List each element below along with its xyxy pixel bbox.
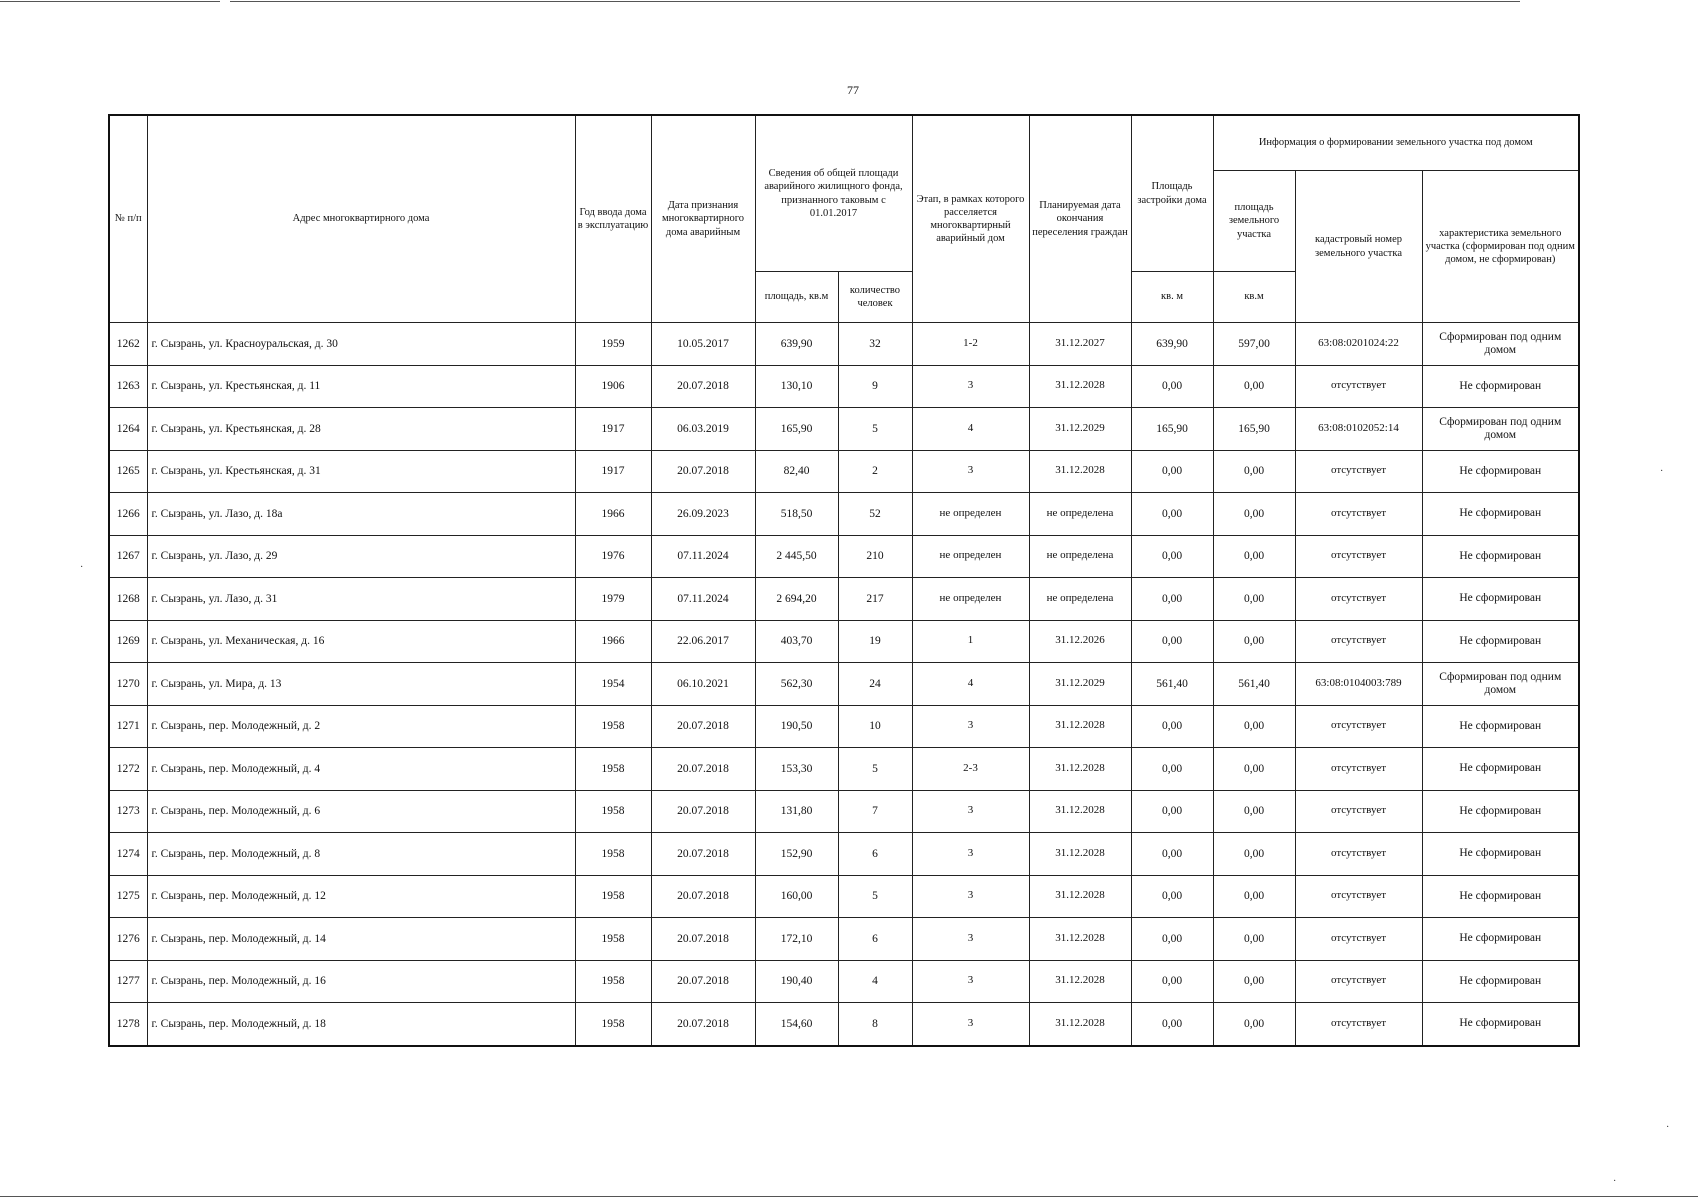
table-row — [109, 875, 1579, 918]
cell-date-recognized: 20.07.2018 — [651, 705, 755, 748]
cell-address: г. Сызрань, ул. Крестьянская, д. 11 — [147, 365, 575, 408]
cell-land-type: Не сформирован — [1422, 875, 1579, 918]
cell-land-area: 0,00 — [1213, 960, 1295, 1003]
table-row — [109, 1003, 1579, 1046]
cell-date-recognized: 20.07.2018 — [651, 960, 755, 1003]
cell-area: 190,40 — [755, 960, 838, 1003]
cell-year: 1958 — [575, 875, 651, 918]
cell-area: 82,40 — [755, 450, 838, 493]
table-row — [109, 960, 1579, 1003]
cell-address: г. Сызрань, пер. Молодежный, д. 18 — [147, 1003, 575, 1046]
cell-land-area: 0,00 — [1213, 875, 1295, 918]
cell-num: 1278 — [109, 1003, 147, 1046]
cell-num: 1267 — [109, 535, 147, 578]
cell-area: 131,80 — [755, 790, 838, 833]
cell-stage: 3 — [912, 960, 1029, 1003]
header-stage: Этап, в рамках которого расселяется многоквартирный аварийный дом — [912, 115, 1029, 323]
cell-land-type: Не сформирован — [1422, 620, 1579, 663]
scan-speck: · — [1660, 466, 1664, 477]
cell-stage: 3 — [912, 705, 1029, 748]
cell-cadastral: отсутствует — [1295, 1003, 1422, 1046]
cell-land-area: 0,00 — [1213, 450, 1295, 493]
cell-address: г. Сызрань, пер. Молодежный, д. 14 — [147, 918, 575, 961]
table-row — [109, 833, 1579, 876]
cell-cadastral: отсутствует — [1295, 365, 1422, 408]
cell-people: 210 — [838, 535, 912, 578]
cell-land-type: Не сформирован — [1422, 918, 1579, 961]
cell-land-type: Не сформирован — [1422, 578, 1579, 621]
cell-num: 1275 — [109, 875, 147, 918]
cell-area: 518,50 — [755, 493, 838, 536]
cell-people: 5 — [838, 408, 912, 451]
cell-land-area: 0,00 — [1213, 748, 1295, 791]
cell-year: 1958 — [575, 833, 651, 876]
cell-built-area: 0,00 — [1131, 578, 1213, 621]
cell-people: 7 — [838, 790, 912, 833]
cell-people: 5 — [838, 748, 912, 791]
cell-num: 1269 — [109, 620, 147, 663]
cell-num: 1271 — [109, 705, 147, 748]
cell-num: 1268 — [109, 578, 147, 621]
cell-area: 153,30 — [755, 748, 838, 791]
cell-people: 8 — [838, 1003, 912, 1046]
cell-area: 2 694,20 — [755, 578, 838, 621]
cell-year: 1966 — [575, 493, 651, 536]
cell-num: 1273 — [109, 790, 147, 833]
cell-people: 19 — [838, 620, 912, 663]
cell-land-area: 561,40 — [1213, 663, 1295, 706]
cell-built-area: 0,00 — [1131, 960, 1213, 1003]
cell-area: 172,10 — [755, 918, 838, 961]
cell-land-area: 0,00 — [1213, 535, 1295, 578]
cell-stage: 3 — [912, 875, 1029, 918]
cell-stage: 1 — [912, 620, 1029, 663]
cell-land-area: 165,90 — [1213, 408, 1295, 451]
header-people-sub: количество человек — [838, 272, 912, 323]
cell-built-area: 0,00 — [1131, 875, 1213, 918]
cell-built-area: 165,90 — [1131, 408, 1213, 451]
cell-area: 562,30 — [755, 663, 838, 706]
cell-stage: 3 — [912, 833, 1029, 876]
table-row — [109, 918, 1579, 961]
scan-speck: · — [1666, 1122, 1670, 1133]
cell-built-area: 0,00 — [1131, 493, 1213, 536]
cell-year: 1958 — [575, 705, 651, 748]
cell-stage: 4 — [912, 663, 1029, 706]
header-address: Адрес многоквартирного дома — [147, 115, 575, 323]
cell-cadastral: отсутствует — [1295, 833, 1422, 876]
cell-year: 1958 — [575, 790, 651, 833]
cell-date-recognized: 06.10.2021 — [651, 663, 755, 706]
cell-land-type: Не сформирован — [1422, 535, 1579, 578]
cell-planned-date: 31.12.2028 — [1029, 833, 1131, 876]
cell-year: 1917 — [575, 408, 651, 451]
cell-date-recognized: 20.07.2018 — [651, 748, 755, 791]
cell-address: г. Сызрань, ул. Крестьянская, д. 28 — [147, 408, 575, 451]
cell-cadastral: отсутствует — [1295, 450, 1422, 493]
cell-land-type: Не сформирован — [1422, 960, 1579, 1003]
cell-land-area: 0,00 — [1213, 918, 1295, 961]
cell-year: 1958 — [575, 748, 651, 791]
cell-date-recognized: 20.07.2018 — [651, 790, 755, 833]
cell-date-recognized: 26.09.2023 — [651, 493, 755, 536]
cell-date-recognized: 20.07.2018 — [651, 450, 755, 493]
cell-address: г. Сызрань, ул. Красноуральская, д. 30 — [147, 323, 575, 366]
header-land-area-unit: кв.м — [1213, 272, 1295, 323]
cell-stage: 3 — [912, 790, 1029, 833]
cell-people: 2 — [838, 450, 912, 493]
cell-stage: не определен — [912, 493, 1029, 536]
cell-people: 6 — [838, 918, 912, 961]
cell-stage: 2-3 — [912, 748, 1029, 791]
cell-stage: не определен — [912, 535, 1029, 578]
cell-built-area: 0,00 — [1131, 365, 1213, 408]
cell-people: 4 — [838, 960, 912, 1003]
cell-built-area: 0,00 — [1131, 748, 1213, 791]
table-row — [109, 450, 1579, 493]
cell-people: 9 — [838, 365, 912, 408]
cell-land-area: 0,00 — [1213, 493, 1295, 536]
cell-cadastral: отсутствует — [1295, 918, 1422, 961]
scan-speck: · — [1613, 1176, 1617, 1187]
cell-built-area: 0,00 — [1131, 1003, 1213, 1046]
cell-num: 1270 — [109, 663, 147, 706]
cell-address: г. Сызрань, ул. Лазо, д. 18а — [147, 493, 575, 536]
cell-land-type: Не сформирован — [1422, 790, 1579, 833]
cell-num: 1264 — [109, 408, 147, 451]
header-cadastral: кадастровый номер земельного участка — [1295, 171, 1422, 323]
cell-address: г. Сызрань, пер. Молодежный, д. 12 — [147, 875, 575, 918]
scan-speck: · — [80, 562, 84, 573]
cell-address: г. Сызрань, пер. Молодежный, д. 8 — [147, 833, 575, 876]
cell-year: 1966 — [575, 620, 651, 663]
cell-land-type: Не сформирован — [1422, 748, 1579, 791]
header-year: Год ввода дома в эксплуатацию — [575, 115, 651, 323]
cell-land-type: Не сформирован — [1422, 833, 1579, 876]
cell-address: г. Сызрань, пер. Молодежный, д. 6 — [147, 790, 575, 833]
cell-address: г. Сызрань, ул. Механическая, д. 16 — [147, 620, 575, 663]
cell-planned-date: 31.12.2026 — [1029, 620, 1131, 663]
table-row — [109, 705, 1579, 748]
header-area-group: Сведения об общей площади аварийного жилищного фонда, признанного таковым с 01.01.2017 — [755, 115, 912, 272]
cell-area: 154,60 — [755, 1003, 838, 1046]
cell-year: 1958 — [575, 960, 651, 1003]
table-row — [109, 493, 1579, 536]
cell-land-type: Не сформирован — [1422, 705, 1579, 748]
cell-built-area: 0,00 — [1131, 450, 1213, 493]
scan-edge-bottom — [0, 1196, 1698, 1197]
cell-land-type: Не сформирован — [1422, 365, 1579, 408]
cell-people: 52 — [838, 493, 912, 536]
cell-cadastral: отсутствует — [1295, 535, 1422, 578]
scan-edge-top-left — [0, 1, 220, 2]
header-area-sub: площадь, кв.м — [755, 272, 838, 323]
cell-num: 1276 — [109, 918, 147, 961]
cell-planned-date: не определена — [1029, 493, 1131, 536]
emergency-housing-register-table — [108, 114, 1580, 1047]
cell-cadastral: отсутствует — [1295, 493, 1422, 536]
cell-num: 1263 — [109, 365, 147, 408]
cell-people: 32 — [838, 323, 912, 366]
cell-land-area: 0,00 — [1213, 365, 1295, 408]
table-row — [109, 535, 1579, 578]
cell-address: г. Сызрань, пер. Молодежный, д. 2 — [147, 705, 575, 748]
page-number: 77 — [847, 83, 859, 97]
cell-cadastral: 63:08:0104003:789 — [1295, 663, 1422, 706]
cell-date-recognized: 20.07.2018 — [651, 833, 755, 876]
cell-area: 2 445,50 — [755, 535, 838, 578]
cell-date-recognized: 20.07.2018 — [651, 1003, 755, 1046]
cell-date-recognized: 20.07.2018 — [651, 365, 755, 408]
cell-land-area: 0,00 — [1213, 1003, 1295, 1046]
cell-date-recognized: 20.07.2018 — [651, 875, 755, 918]
header-land-area: площадь земельного участка — [1213, 171, 1295, 272]
cell-stage: 4 — [912, 408, 1029, 451]
cell-address: г. Сызрань, ул. Крестьянская, д. 31 — [147, 450, 575, 493]
cell-land-type: Не сформирован — [1422, 450, 1579, 493]
header-land-type: характеристика земельного участка (сформирован под одним домом, не сформирован) — [1422, 171, 1579, 323]
cell-land-area: 0,00 — [1213, 833, 1295, 876]
cell-year: 1954 — [575, 663, 651, 706]
cell-cadastral: 63:08:0201024:22 — [1295, 323, 1422, 366]
header-built-area: Площадь застройки дома — [1131, 115, 1213, 272]
cell-planned-date: 31.12.2028 — [1029, 960, 1131, 1003]
cell-year: 1976 — [575, 535, 651, 578]
cell-date-recognized: 06.03.2019 — [651, 408, 755, 451]
cell-planned-date: не определена — [1029, 535, 1131, 578]
cell-address: г. Сызрань, ул. Мира, д. 13 — [147, 663, 575, 706]
cell-num: 1277 — [109, 960, 147, 1003]
cell-land-area: 597,00 — [1213, 323, 1295, 366]
register-body — [109, 323, 1579, 1046]
cell-built-area: 561,40 — [1131, 663, 1213, 706]
cell-planned-date: 31.12.2027 — [1029, 323, 1131, 366]
cell-planned-date: 31.12.2029 — [1029, 663, 1131, 706]
cell-land-area: 0,00 — [1213, 790, 1295, 833]
cell-planned-date: 31.12.2028 — [1029, 875, 1131, 918]
cell-built-area: 0,00 — [1131, 790, 1213, 833]
table-row — [109, 790, 1579, 833]
cell-year: 1959 — [575, 323, 651, 366]
cell-land-type: Не сформирован — [1422, 493, 1579, 536]
cell-cadastral: отсутствует — [1295, 620, 1422, 663]
cell-address: г. Сызрань, ул. Лазо, д. 29 — [147, 535, 575, 578]
table-row — [109, 408, 1579, 451]
cell-area: 639,90 — [755, 323, 838, 366]
cell-planned-date: 31.12.2028 — [1029, 365, 1131, 408]
cell-planned-date: 31.12.2028 — [1029, 790, 1131, 833]
cell-area: 165,90 — [755, 408, 838, 451]
table-row — [109, 578, 1579, 621]
cell-num: 1262 — [109, 323, 147, 366]
cell-people: 217 — [838, 578, 912, 621]
cell-stage: 1-2 — [912, 323, 1029, 366]
header-built-area-unit: кв. м — [1131, 272, 1213, 323]
cell-area: 130,10 — [755, 365, 838, 408]
cell-stage: не определен — [912, 578, 1029, 621]
cell-address: г. Сызрань, ул. Лазо, д. 31 — [147, 578, 575, 621]
cell-cadastral: отсутствует — [1295, 790, 1422, 833]
cell-planned-date: не определена — [1029, 578, 1131, 621]
cell-cadastral: отсутствует — [1295, 578, 1422, 621]
cell-planned-date: 31.12.2028 — [1029, 1003, 1131, 1046]
header-num: № п/п — [109, 115, 147, 323]
cell-built-area: 0,00 — [1131, 620, 1213, 663]
cell-area: 190,50 — [755, 705, 838, 748]
cell-land-type: Сформирован под одним домом — [1422, 323, 1579, 366]
cell-year: 1906 — [575, 365, 651, 408]
cell-num: 1265 — [109, 450, 147, 493]
cell-cadastral: 63:08:0102052:14 — [1295, 408, 1422, 451]
table-row — [109, 748, 1579, 791]
cell-land-type: Сформирован под одним домом — [1422, 408, 1579, 451]
cell-num: 1272 — [109, 748, 147, 791]
cell-num: 1266 — [109, 493, 147, 536]
table-row — [109, 323, 1579, 366]
cell-planned-date: 31.12.2028 — [1029, 918, 1131, 961]
cell-year: 1917 — [575, 450, 651, 493]
table-row — [109, 620, 1579, 663]
cell-stage: 3 — [912, 450, 1029, 493]
cell-cadastral: отсутствует — [1295, 960, 1422, 1003]
cell-built-area: 0,00 — [1131, 833, 1213, 876]
cell-people: 6 — [838, 833, 912, 876]
cell-land-area: 0,00 — [1213, 578, 1295, 621]
cell-year: 1958 — [575, 918, 651, 961]
scan-edge-top — [230, 1, 1520, 2]
cell-date-recognized: 07.11.2024 — [651, 578, 755, 621]
cell-built-area: 0,00 — [1131, 535, 1213, 578]
cell-stage: 3 — [912, 1003, 1029, 1046]
cell-date-recognized: 07.11.2024 — [651, 535, 755, 578]
cell-stage: 3 — [912, 918, 1029, 961]
cell-area: 403,70 — [755, 620, 838, 663]
cell-people: 5 — [838, 875, 912, 918]
cell-date-recognized: 10.05.2017 — [651, 323, 755, 366]
cell-people: 24 — [838, 663, 912, 706]
cell-land-area: 0,00 — [1213, 705, 1295, 748]
cell-cadastral: отсутствует — [1295, 748, 1422, 791]
cell-built-area: 639,90 — [1131, 323, 1213, 366]
header-date-recognized: Дата признания многоквартирного дома аварийным — [651, 115, 755, 323]
cell-address: г. Сызрань, пер. Молодежный, д. 16 — [147, 960, 575, 1003]
cell-built-area: 0,00 — [1131, 918, 1213, 961]
cell-year: 1958 — [575, 1003, 651, 1046]
table-row — [109, 663, 1579, 706]
cell-planned-date: 31.12.2029 — [1029, 408, 1131, 451]
cell-cadastral: отсутствует — [1295, 875, 1422, 918]
cell-area: 160,00 — [755, 875, 838, 918]
header-planned-date: Планируемая дата окончания переселения граждан — [1029, 115, 1131, 323]
header-land-group: Информация о формировании земельного участка под домом — [1213, 115, 1579, 171]
cell-planned-date: 31.12.2028 — [1029, 705, 1131, 748]
cell-cadastral: отсутствует — [1295, 705, 1422, 748]
cell-address: г. Сызрань, пер. Молодежный, д. 4 — [147, 748, 575, 791]
cell-year: 1979 — [575, 578, 651, 621]
cell-date-recognized: 20.07.2018 — [651, 918, 755, 961]
table-row — [109, 365, 1579, 408]
cell-planned-date: 31.12.2028 — [1029, 450, 1131, 493]
cell-stage: 3 — [912, 365, 1029, 408]
cell-land-type: Сформирован под одним домом — [1422, 663, 1579, 706]
cell-date-recognized: 22.06.2017 — [651, 620, 755, 663]
cell-num: 1274 — [109, 833, 147, 876]
cell-area: 152,90 — [755, 833, 838, 876]
cell-land-area: 0,00 — [1213, 620, 1295, 663]
cell-people: 10 — [838, 705, 912, 748]
cell-planned-date: 31.12.2028 — [1029, 748, 1131, 791]
cell-built-area: 0,00 — [1131, 705, 1213, 748]
cell-land-type: Не сформирован — [1422, 1003, 1579, 1046]
